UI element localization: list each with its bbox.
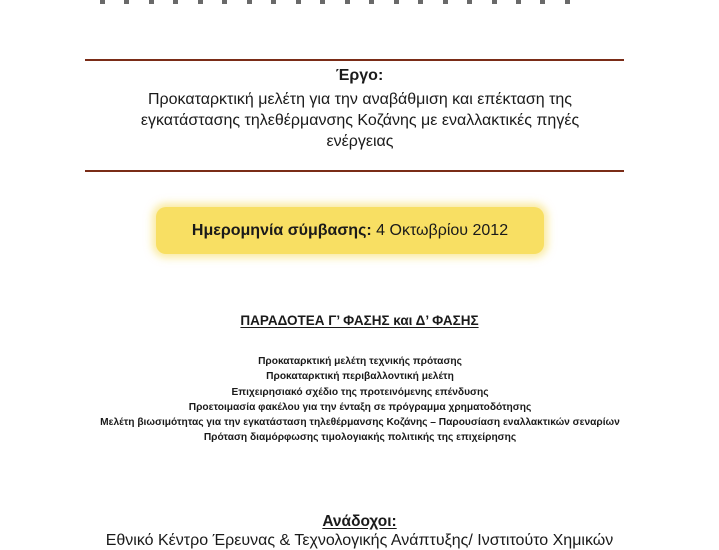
- top-divider: [85, 59, 624, 61]
- deliverable-item: Επιχειρησιακό σχέδιο της προτεινόμενης επένδυσης: [231, 386, 489, 398]
- deliverable-item: Πρόταση διαμόρφωσης τιμολογιακής πολιτικής της επιχείρησης: [203, 432, 517, 444]
- bottom-divider: [85, 170, 624, 172]
- deliverable-item: Προετοιμασία φακέλου για την ένταξη σε πρόγραμμα χρηματοδότησης: [188, 401, 532, 413]
- contractors-line: Εθνικό Κέντρο Έρευνας & Τεχνολογικής Ανάπτυξης/ Ινστιτούτο Χημικών: [105, 532, 614, 549]
- contract-date-box: [156, 207, 544, 254]
- cropped-text-fragments: [100, 0, 570, 4]
- deliverables-heading: ΠΑΡΑΔΟΤΕΑ Γ’ ΦΑΣΗΣ και Δ’ ΦΑΣΗΣ: [240, 313, 479, 328]
- deliverable-item: Προκαταρκτική περιβαλλοντική μελέτη: [266, 371, 454, 383]
- contractors-heading: Ανάδοχοι:: [322, 513, 397, 530]
- deliverable-item: Προκαταρκτική μελέτη τεχνικής πρότασης: [258, 356, 462, 367]
- contract-date-value: 4 Οκτωβρίου 2012: [376, 221, 509, 239]
- deliverable-item: Μελέτη βιωσιμότητας για την εγκατάσταση τηλεθέρμανσης Κοζάνης – Παρουσίαση εναλλακτικών σεναρίων: [100, 417, 620, 429]
- project-heading: Έργο:: [335, 67, 384, 84]
- deliverables-list: [70, 354, 650, 446]
- contract-date-label: Ημερομηνία σύμβασης:: [191, 221, 372, 239]
- project-title: Προκαταρκτική μελέτη για την αναβάθμιση και επέκταση της εγκατάστασης τηλεθέρμανσης Κοζάνης με εναλλακτικές πηγές ενέργειας: [140, 91, 580, 150]
